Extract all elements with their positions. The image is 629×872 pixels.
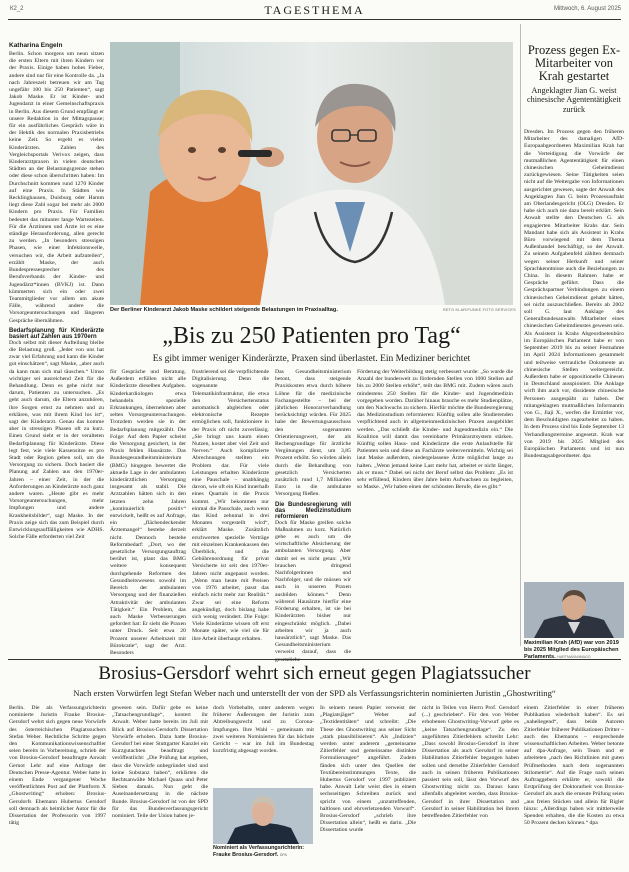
story2-column-4	[320, 705, 416, 867]
side-column	[524, 129, 624, 579]
brosius-gersdorf-portrait-image	[213, 788, 313, 844]
story2-column-3-text: doch Vorbehalte, unter anderem wegen früherer Äußerungen der Juristin zum Abtreibungsrecht und zu Corona-Impfungen. Ihre Wahl – gemeinsam mit zwei weiteren Nominierten für das höchste Gericht – war im Juli im Bundestag kurzfristig abgesagt worden.	[213, 705, 314, 755]
lead-column-2	[110, 369, 186, 656]
lead-column-4	[275, 369, 351, 663]
lead-column-1b-text: Doch selbst mit dieser Aufteilung bleibe die Belastung groß. „Jeder von uns hat zwar viel Erfahrung und kann die Kinder gut einschätzen“, sagt Maske, „aber auch da kann man sich mal täuschen.“ Umso wichtiger sei ausreichend Zeit für die Behandlung. Denn es gehe nicht nur darum, Patienten zu untersuchen. „Es geht auch darum, die Eltern anzuhören, ihre Sorgen ernst zu nehmen und zu erklären, was mit ihrem Kind los ist“, sagt der Kinderarzt. Genau das komme aber in stressigen Phasen oft zu kurz. Einen Grund sieht er in der veralteten Bedarfsplanung für Kinderärzte. Diese legt fest, wie viele Kassensitze es pro Stadt oder Region geben soll, um die Versorgung zu sichern. Doch basiert die Planung auf Zahlen aus den 1970er-Jahren – einer Zeit, in der die Anforderungen an Kinderärzte noch ganz andere waren. „Heute gibt es mehr Vorsorgeuntersuchungen, mehr Impfungen und andere Krankheitsbilder“, sagt Maske. In der Praxis zeige sich das zum Beispiel durch Entwicklungsauffälligkeiten wie ADHS. Solche Fälle erforderten viel Zeit	[9, 339, 104, 541]
story2-photo-caption	[213, 845, 317, 858]
story2-column-4-text: In seinem neuen Papier verweist der „Plagiatsjäger“ Weber auf „Textidentitäten“ und schreibt: „Die These des Ghostwriting aus seiner Sicht „stark plausibilisieren“. Als „Indizien“ werden unter anderem „gemeinsame Zitierfehler und gemeinsame distinkte Formulierungen“ angeführt. Zudem fänden sich unter den Quellen der Textübereinstimmungen Texte, die Hubertus Gersdorf vor 1997 publiziert habe. Anwalt Lehr weist dies in einem sechsseitigen Schreiben zurück und spricht von einem „unzutreffenden, haltlosen und ehrverletzenden Vorwurf“. Brosius-Gersdorf „schrieb ihre Dissertation allein“, heißt es darin. „Die Dissertation wurde	[320, 705, 416, 834]
author-byline: Katharina Engeln	[9, 42, 63, 49]
lead-column-4-text: Das Gesundheitsministerium betont, dass steigende Praxiskosten etwa durch höhere Löhne für die medizinische Fachangestellte – bei der jährlichen Honorarverhandlung berücksichtigt würden. Für 2025 habe der Bewertungsausschuss den sogenannten Orientierungswert, der als Rechengrundlage für ärztliche Vergütungen dient, um 3,85 Prozent erhöht. So würden allein durch die Behandlung von gesetzlich Versicherten zusätzlich rund 1,7 Milliarden Euro in die ambulante Versorgung fließen.	[275, 369, 351, 498]
story2-caption-text: Nominiert als Verfassungsrichterin: Frauke Brosius-Gersdorf.	[213, 845, 305, 858]
story2-column-5	[422, 705, 519, 867]
lead-column-1-text: Berlin. Schon morgens um neun sitzen die ersten Eltern mit ihren Kindern vor der Praxis. Einige haben hohes Fieber, andere sind nur für eine Kontrolle da. „Ja nach Jahreszeit betreuen wir am Tag ungefähr 100 bis 250 Patienten“, sagt Jakob Maske. Er ist Kinder- und Jugendarzt in einer Gemeinschaftspraxis in Berlin. Aus diesem Grund empfängt er unsere Redaktion in der Mittagspause; für ein ausführliches Gespräch wäre in der Hektik des normalen Praxisbetriebs keine Zeit. So ergeht es vielen Kinderärzten. Zahlen des Vergleichsportals Verivox zeigen, dass Kinderarztpraxen in vielen deutschen Städten an der Belastungsgrenze stehen oder diese schon überschritten haben: Im Durchschnitt kommen rund 1270 Kinder auf eine Praxis. In Städten wie Recklinghausen, Duisburg oder Hamm liegt diese Zahl sogar bei mehr als 2000 Kindern pro Praxis. Für Familien bedeutet das mitunter lange Wartezeiten. Für die Ärztinnen und Ärzte ist es eine ständige Herausforderung, allen gerecht zu werden. „In besonders stressigen Phasen, wie einer Infektionswelle, versuchen wir, die Arbeit aufzuteilen“, erzählt Maske, der auch Bundespressesprecher des Berufsverbands der Kinder- und Jugendärzt*innen (BVKJ) ist. Dann kümmerten sich ein oder zwei Teammitglieder vor allem um akute Fälle, während andere die Vorsorgeuntersuchungen und längeren Gespräche übernähmen.	[9, 51, 104, 324]
photo-credit: RETO KLAR/FUNKE FOTO SERVICES	[443, 308, 516, 312]
photo-caption: Der Berliner Kinderarzt Jakob Maske schildert steigende Belastungen im Praxisalltag.	[110, 307, 338, 313]
lead-headline: „Bis zu 250 Patienten pro Tag“	[162, 323, 461, 349]
story2-column-5-text: nicht in Teilen von Herrn Prof. Gersdorf (...) geschrieben“. Für den von Weber erhobenen Ghostwriting-Vorwurf gebe es „keine Tatsachengrundlage“. Zu den angeführten Zitierfehlern schreibt Lehr: „Dass sowohl Brosius-Gersdorf in ihrer Dissertation als auch Gersdorf in seiner Habilitation Zitierfehler begangen haben sollen und derselbe Zitierfehler Gersdorf auch in seinen früheren Publikationen passiert sein soll, lässt den Vorwurf des Ghostwriting nicht zu. Daraus kann allenfalls abgeleitet werden, dass Brosius-Gersdorf in ihrer Dissertation und Gersdorf in seiner Habilitation bei ihrem betreffenden Zitierfehler von	[422, 705, 519, 820]
doctor-examining-child-image	[110, 42, 513, 305]
story2-column-1-text: Berlin. Die als Verfassungsrichterin nominierte Juristin Frauke Brosius-Gersdorf wehrt sich gegen neue Vorwürfe des österreichischen Plagiatssuchers Stefan Weber. Rechtliche Schritte gegen den Kommunikationswissenschaftler seien bereits in Vorbereitung, schrieb der von Brosius-Gersdorf beauftragte Anwalt Gernot Lehr auf eine Anfrage der Deutschen Presse-Agentur. Weber hatte in einem Ende vergangener Woche veröffentlichten Post auf der Plattform X „Ghostwriting“ erhoben: Brosius-Gersdorfs Ehemann Hubertus Gersdorf soll demnach als heimlicher Autor für die Dissertation der Professorin von 1997 tätig	[9, 705, 106, 827]
lead-column-3-text: frustrierend sei die verpflichtende Digitalisierung. Denn die sogenannte Telematikinfrastruktur, die etwa den Versichertenstatus automatisch abgleichen oder elektronische Rezepte ermöglichen soll, funktioniere in der Praxis oft nicht zuverlässig. „Sie bringt uns kaum einen Nutzen, kostet aber viel Zeit und Nerven.“ Auch komplizierte Abrechnungen stellten ein Problem dar. Für viele Leistungen erhalten Kinderärzte eine Pauschale – unabhängig davon, wie oft ein Kind innerhalb eines Quartals in die Praxis kommt. „Wir bekommen nur einmal die Pauschale, auch wenn das Kind zehnmal in drei Monaten vorgestellt wird“, erklärt Maske. Zusätzlich erschwerten spezielle Verträge mit einzelnen Krankenkassen den Überblick, und die Gebührenordnung für privat Versicherte ist seit den 1970er-Jahren nicht angepasst worden. „Wenn man heute mit Preisen von 1976 arbeitet, passt das einfach nicht mehr zur Realität.“ Zwar sei eine Reform angekündigt, doch bislang habe sich wenig verändert. Die Folge: Viele Kinderärzte wissen oft erst Monate später, wie viel sie für ihre Arbeit überhaupt erhalten.	[192, 369, 269, 642]
side-headline: Prozess gegen Ex-Mitarbeiter von Krah gestartet	[527, 43, 621, 83]
krah-photo	[524, 582, 624, 638]
header-rule	[8, 19, 621, 20]
story2-column-2-text: gewesen sein. Dafür gebe es keine „Tatsachengrundlage“, kontert ihr Anwalt. Weber hatte bereits im Juli mit Blick auf Brosius-Gersdorfs Dissertation Vorwürfe erhoben. Dazu hatte Brosius-Gersdorf bei einer Stuttgarter Kanzlei ein Kurzgutachten beauftragt und veröffentlicht: „Die Prüfung hat ergeben, dass die Vorwürfe unbegründet sind und keine Substanz haben“, erklärten die Rechtsanwälte Michael Quaas und Peter Sieben damals. Nun geht die Auseinandersetzung in die nächste Runde. Brosius-Gersdorf ist von der SPD für das Bundesverfassungsgericht nominiert. Teile der Union haben je-	[112, 705, 208, 820]
lead-column-5-text: Förderung der Weiterbildung stetig verbessert wurde: „So wurde die Anzahl der bundesweit zu fördernden Stellen von 1000 Stellen auf bis zu 2000 Stellen erhöht“, teilt das BMG mit. Zudem wären auch mindestens 250 Stellen für die Kinder- und Jugendmedizin vorgegeben worden. Darüber hinaus brauche es mehr Studienplätze, um den Nachwuchs zu sichern. Hierfür möchte die Bundesregierung das Medizinstudium reformieren: Künftig sollen alle Studierenden verpflichtend auch in allgemeinmedizinischen Praxen ausgebildet werden. „Das schließt die Kinder- und Jugendmedizin ein.“ Die Koalition will damit das vereinbarte Primärarztsystem stärken. Künftig sollen Haus- und Kinderärzte die erste Anlaufstelle für Patienten sein und diese an Fachärzte weitervermitteln. Wichtig sei laut Maske außerdem, niedergelassene Ärzte möglichst lange zu halten. „Wenn jemand keine Last mehr hat, arbeitet er nicht länger, als er muss.“ Dabei sei nicht der Beruf selbst das Problem: „Es ist sehr erfüllend, Kindern über Jahre beim Aufwachsen zu begleiten, so Maske. „Wir haben einen der schönsten Berufe, die es gibt.“	[357, 369, 513, 491]
lead-column-2-text: für Gespräche und Beratung. Außerdem erfüllen nicht alle Kinderärzte dieselben Aufgaben. Kinderkardiologen etwa behandeln spezielle Erkrankungen, übernehmen aber selten Vorsorgeuntersuchungen. Trotzdem werden sie in der Bedarfsplanung mitgezählt. Die Folge: Auf dem Papier scheint die Versorgung gesichert, in der Praxis fehlen Hausärzte. Das Bundesgesundheitsministerium (BMG) hingegen bewertet die aktuelle Lage in der ambulanten kinderärztlichen Versorgung insgesamt als stabil. Die Arztzahlen hätten sich in den letzten zehn Jahren „kontinuierlich positiv“ entwickelt, heißt es auf Anfrage, ein „flächendeckender Ärztemangel“ bestehe derzeit nicht. Dennoch bestehe Reformbedarf: „Dort, wo der gesetzliche Versorgungsauftrag berührt ist, plant das BMG weitere konsequent durchgehende Reformen des Gesundheitswesens sowohl im Bereich der ambulanten Versorgung und der finanziellen Attraktivität der ambulanten Tätigkeit.“ Ein Problem, das auch Maske Verbesserungen gefordert hat: Er sieht die Praxen unter Druck. Seit etwa 20 Prozent unserer Arbeitszeit mit Bürokratie“, sagt der Arzt. Besonders	[110, 369, 186, 656]
side-text: Dresden. Im Prozess gegen den früheren Mitarbeiter des damaligen AfD-Europaabgeordneten Maximilian Krah hat die Verteidigung die Vorwürfe der mutmaßlichen Agententätigkeit für einen chinesischen Geheimdienst zurückgewiesen. Seine Tätigkeiten seien nicht auf die Weitergabe von Informationen ausgerichtet gewesen, sagte der Anwalt des Angeklagten Jian G. beim Prozessauftakt am Oberlandesgericht (OLG) Dresden. Er habe sich auch nie dazu bereit erklärt. Sein Anwalt stellte den Deutschen G. als engagierten Mitarbeiter Krahs dar. Sein Mandant habe sich als Assistent in Krahs Büro vorwiegend mit dem Thema Außenhandel beschäftigt, so der Anwalt. Zu seinem Aufgabenfeld zählten demnach wegen seiner Herkunft und seiner Sprachkenntnisse auch die Beziehungen zu China. In diesem Rahmen habe er Gespräche geführt. Dass die Gesprächspartner Verbindungen zu einem chinesischen Geheimdienst gehabt hätten, sei nicht auszuschließen. Bereits ab 2002 soll G. laut Anklage des Generalbundesanwalts Mitarbeiter eines chinesischen Geheimdienstes gewesen sein. Als Assistent in Krahs Abgeordnetenbüro im Europäischen Parlament habe er von September 2019 bis zu seiner Festnahme im April 2024 Informationen gesammelt und teilweise vertrauliche Dokumente an chinesische Stellen weitergereicht. Außerdem habe er oppositionelle Chinesen in Deutschland ausspioniert. Die Anklage wirft ihm auch vor, dissidente chinesische Personen ausgespäht zu haben. Der mitangeklagten mutmaßlichen Informantin von G., Jiaji X., werfen die Ermittler vor, dem Beschuldigten zugearbeitet zu haben. In dem Prozess sind bis Ende September 13 Verhandlungstermine angesetzt. Krah war von 2019 bis 2025 Mitglied des Europäischen Parlaments und ist nun Bundestagsabgeordneter. dpa	[524, 129, 624, 460]
doctor-photo	[110, 42, 513, 305]
side-caption-text: Maximilian Krah (AfD) war von 2019 bis 2025 Mitglied des Europäischen Parlaments.	[524, 640, 619, 660]
story2-column-1	[9, 705, 106, 867]
lead-column-5	[357, 369, 513, 652]
side-photo-caption	[524, 640, 624, 660]
side-photo-credit: HARTMANN/IMAGO	[557, 654, 591, 659]
lead-subheadline: Es gibt immer weniger Kinderärzte, Praxen sind überlastet. Ein Mediziner berichtet	[152, 354, 471, 364]
story2-column-6	[524, 705, 624, 867]
story2-column-6-text: einem Zitierfehler in einer früheren Publikation wiederholt haben“. Es sei „naheliegend“, dass beide Autoren Zitierfehler früherer Publikationen Dritter – auch des Ehemanns – ensprechende wissenschaftlichen Arbeiten. Weber betonte auf dpa-Anfrage, sein Team und er arbeiteten „nach den Richtlinien mit guten Prüfmethoden nach dem sogenannten Stilometrie“. Auf die Frage nach seinen Auftraggebern erklärte er, sowohl die Erstprüfung der Doktorarbeit von Brosius-Gersdorf als auch die erneute Prüfung seien „aus freien Stücken und allein für Rigler hinzu: „Allerdings haben wir mittlerweile Spenden erhalten, die die Kosten zu etwa 50 Prozent decken können.“ dpa	[524, 705, 624, 827]
section-rubric: TAGESTHEMA	[264, 3, 365, 17]
story2-column-3	[213, 705, 314, 785]
lead-subheading-1: Bedarfsplanung für Kinderärzte basiert auf Zahlen aus 1970ern	[9, 327, 104, 340]
lead-column-3	[192, 369, 269, 652]
lead-subheading-2: Die Bundesregierung will das Medizinstudium reformieren	[275, 501, 351, 520]
story2-headline: Brosius-Gersdorf wehrt sich erneut gegen Plagiatssucher	[98, 663, 531, 684]
column-divider	[520, 24, 521, 646]
page-code: К2_2	[10, 6, 24, 12]
lead-column-1	[9, 51, 104, 652]
issue-date: Mittwoch, 6. August 2025	[553, 6, 621, 12]
lead-column-4b-text: Doch für Maske greifen solche Maßnahmen zu kurz. Natürlich gehe es auch um die wirtschaftliche Absicherung der ambulanten Versorgung. Aber damit sei es nicht getan: „Wir brauchen dringend Nachfolgerinnen und Nachfolger, und die müssen wir auch in unseren Praxen ausbilden können.“ Denn während Hausärzte hierfür eine Förderung erhalten, ist sie bei Kinderärzten bisher nur eingeschränkt möglich. „Dabei arbeiten wir ja auch hausärztlich“, sagt Maske. Das Gesundheitsministerium verweist darauf, dass die gesetzliche	[275, 519, 351, 663]
story-divider	[8, 659, 621, 660]
story2-photo-credit: DPA	[279, 852, 287, 857]
story2-column-2	[112, 705, 208, 867]
krah-portrait-image	[524, 582, 624, 638]
side-subheadline: Angeklagter Jian G. weist chinesische Agententätigkeit zurück	[527, 86, 621, 114]
brosius-gersdorf-photo	[213, 788, 313, 844]
story2-subheadline: Nach ersten Vorwürfen legt Stefan Weber nach und unterstellt der von der SPD als Verfassungsrichterin nominierten Juristin „Ghostwriting“	[73, 688, 556, 698]
